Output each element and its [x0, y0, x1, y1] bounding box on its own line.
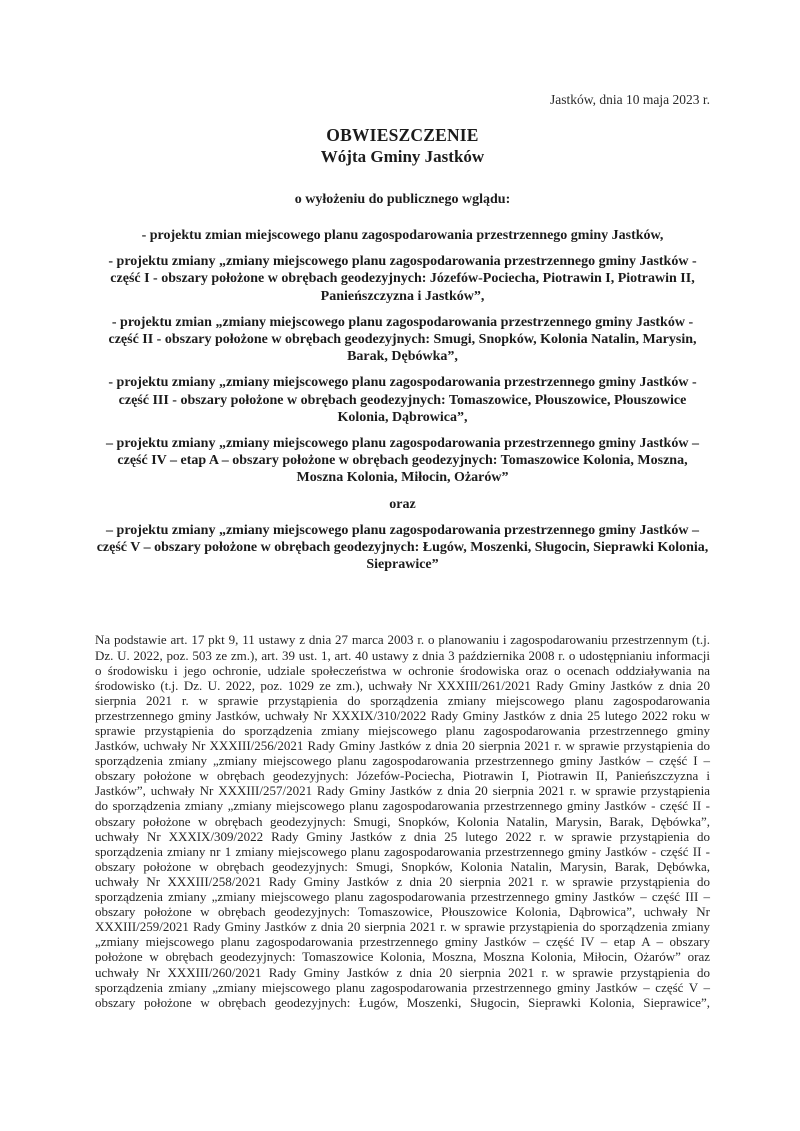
document-title: OBWIESZCZENIE: [326, 125, 479, 145]
list-item-plan-change: - projektu zmian miejscowego planu zagospodarowania przestrzennego gminy Jastków,: [141, 228, 664, 243]
date-line: Jastków, dnia 10 maja 2023 r.: [550, 92, 710, 107]
document-subtitle: Wójta Gminy Jastków: [320, 147, 485, 166]
list-item-part-5: – projektu zmiany „zmiany miejscowego planu zagospodarowania przestrzennego gminy Jastków – część V – obszary położone w obrębach geodezyjnych: Ługów, Moszenki, Sługocin, Sieprawki Kolonia, Sieprawice”: [96, 522, 709, 573]
conjunction-text: oraz: [389, 496, 416, 512]
legal-basis-paragraph: Na podstawie art. 17 pkt 9, 11 ustawy z dnia 27 marca 2003 r. o planowaniu i zagospodarowaniu przestrzennym (t.j. Dz. U. 2022, poz. 503 ze zm.), art. 39 ust. 1, art. 40 ustawy z dnia 3 października 2008 r. o udostępnianiu informacji o środowisku i jego ochronie, udziale społeczeństwa w ochronie środowiska oraz o ocenach oddziaływania na środowisko (t.j. Dz. U. 2022, poz. 1029 ze zm.), uchwały Nr XXXIII/261/2021 Rady Gminy Jastków z dnia 20 sierpnia 2021 r. w sprawie przystąpienia do sporządzenia zmiany miejscowego planu zagospodarowania przestrzennego gminy Jastków, uchwały Nr XXXIX/310/2022 Rady Gminy Jastków z dnia 25 lutego 2022 roku w sprawie przystąpienia do sporządzenia zmiany miejscowego planu zagospodarowania przestrzennego gminy Jastków, uchwały Nr XXXIII/256/2021 Rady Gminy Jastków z dnia 20 sierpnia 2021 r. w sprawie przystąpienia do sporządzenia zmiany „zmiany miejscowego planu zagospodarowania przestrzennego gminy Jastków – część I – obszary położone w obrębach geodezyjnych: Józefów-Pociecha, Piotrawin I, Piotrawin II, Panieńszczyzna i Jastków”, uchwały Nr XXXIII/257/2021 Rady Gminy Jastków z dnia 20 sierpnia 2021 r. w sprawie przystąpienia do sporządzenia zmiany „zmiany miejscowego planu zagospodarowania przestrzennego gminy Jastków - część II - obszary położone w obrębach geodezyjnych: Smugi, Snopków, Kolonia Natalin, Marysin, Barak, Dębówka”, uchwały Nr XXXIX/309/2022 Rady Gminy Jastków z dnia 25 lutego 2022 r. w sprawie przystąpienia do sporządzenia zmiany nr 1 zmiany miejscowego planu zagospodarowania przestrzennego gminy Jastków - część II - obszary położone w obrębach geodezyjnych: Smugi, Snopków, Kolonia Natalin, Marysin, Barak, Dębówka, uchwały Nr XXXIII/258/2021 Rady Gminy Jastków z dnia 20 sierpnia 2021 r. w sprawie przystąpienia do sporządzenia zmiany „zmiany miejscowego planu zagospodarowania przestrzennego gminy Jastków – część III – obszary położone w obrębach geodezyjnych: Tomaszowice, Płouszowice Kolonia, Dąbrowica”, uchwały Nr XXXIII/259/2021 Rady Gminy Jastków z dnia 20 sierpnia 2021 r. w sprawie przystąpienia do sporządzenia zmiany „zmiany miejscowego planu zagospodarowania przestrzennego gminy Jastków – część IV – etap A – obszary położone w obrębach geodezyjnych: Tomaszowice Kolonia, Moszna, Moszna Kolonia, Miłocin, Ożarów” oraz uchwały Nr XXXIII/260/2021 Rady Gminy Jastków z dnia 20 sierpnia 2021 r. w sprawie przystąpienia do sporządzenia zmiany „zmiany miejscowego planu zagospodarowania przestrzennego gminy Jastków – część V – obszary położone w obrębach geodezyjnych: Ługów, Moszenki, Sługocin, Sieprawki Kolonia, Sieprawice”,: [95, 632, 710, 1010]
list-item-part-2: - projektu zmian „zmiany miejscowego planu zagospodarowania przestrzennego gminy Jastków - część II - obszary położone w obrębach geodezyjnych: Smugi, Snopków, Kolonia Natalin, Marysin, Barak, Dębówka”,: [108, 314, 697, 365]
lead-text: o wyłożeniu do publicznego wglądu:: [294, 192, 511, 207]
list-item-part-4: – projektu zmiany „zmiany miejscowego planu zagospodarowania przestrzennego gminy Jastków – część IV – etap A – obszary położone w obrębach geodezyjnych: Tomaszowice Kolonia, Moszna, Moszna Kolonia, Miłocin, Ożarów”: [106, 436, 699, 486]
plan-items-list: [95, 227, 710, 573]
list-item-part-1: - projektu zmiany „zmiany miejscowego planu zagospodarowania przestrzennego gminy Jastków - część I - obszary położone w obrębach geodezyjnych: Józefów-Pociecha, Piotrawin I, Piotrawin II, Panieńszczyzna i Jastków”,: [108, 254, 697, 304]
list-item-part-3: - projektu zmiany „zmiany miejscowego planu zagospodarowania przestrzennego gminy Jastków - część III - obszary położone w obrębach geodezyjnych: Tomaszowice, Płouszowice, Płouszowice Kolonia, Dąbrowica”,: [108, 375, 697, 425]
